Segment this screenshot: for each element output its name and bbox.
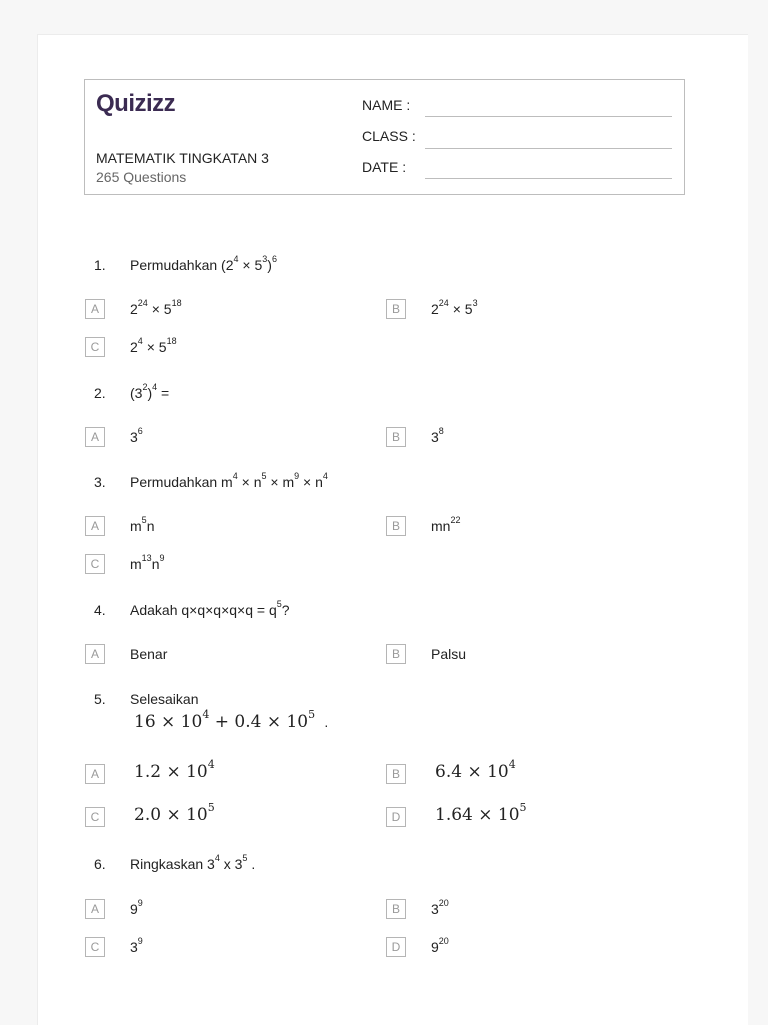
question-4-text: Adakah $q\times q\times q\times q\times q = q^5$?	[130, 599, 290, 618]
class-label: CLASS	[362, 128, 408, 144]
option-box-6d[interactable]: D	[386, 937, 406, 957]
question-4-text-main: Adakah q×q×q×q×q = q	[130, 602, 277, 618]
question-3-number: 3.	[94, 474, 106, 490]
option-box-1a[interactable]: A	[85, 299, 105, 319]
quizizz-logo: Quizizz	[96, 90, 176, 117]
option-text-6d: $9^{20}$	[431, 936, 449, 955]
date-sep: :	[402, 159, 407, 175]
date-line[interactable]	[425, 178, 672, 179]
option-text-5b: $6.4 \times 10^4$	[435, 758, 516, 782]
option-text-2b: $3^8$	[431, 426, 444, 445]
question-6-text-pre: Ringkaskan 3	[130, 856, 215, 872]
option-box-3c[interactable]: C	[85, 554, 105, 574]
option-text-4b: Palsu	[431, 646, 467, 662]
option-text-2a: $3^6$	[130, 426, 143, 445]
option-box-2a[interactable]: A	[85, 427, 105, 447]
quiz-title: MATEMATIK TINGKATAN 3	[96, 150, 269, 166]
date-field	[362, 159, 424, 175]
option-box-1c[interactable]: C	[85, 337, 105, 357]
option-box-6c[interactable]: C	[85, 937, 105, 957]
name-field	[362, 97, 424, 113]
option-text-6b: $3^{20}$	[431, 898, 449, 917]
option-text-5a: $1.2 \times 10^4$	[134, 758, 215, 782]
option-text-1b: $2^{24} \times 5^3$	[431, 298, 478, 317]
option-box-1b[interactable]: B	[386, 299, 406, 319]
option-box-6b[interactable]: B	[386, 899, 406, 919]
question-4-text-post: ?	[281, 602, 290, 618]
option-text-5c: $2.0 \times 10^5$	[134, 801, 215, 825]
option-box-5d[interactable]: D	[386, 807, 406, 827]
option-box-3b[interactable]: B	[386, 516, 406, 536]
option-text-3a: $m^5n$	[130, 515, 155, 534]
worksheet-header	[84, 79, 685, 195]
question-5-number: 5.	[94, 691, 106, 707]
question-count: 265 Questions	[96, 169, 187, 185]
class-field	[362, 128, 424, 144]
question-5-expression: $16 \times 10^4 + 0.4 \times 10^5$ .	[134, 708, 329, 732]
question-2-number: 2.	[94, 385, 106, 401]
option-text-5d: $1.64 \times 10^5$	[435, 801, 527, 825]
option-box-4b[interactable]: B	[386, 644, 406, 664]
question-5-text: Selesaikan	[130, 691, 199, 707]
class-sep: :	[411, 128, 416, 144]
question-1-text-pre: Permudahkan (2	[130, 257, 234, 273]
option-text-3b: $mn^{22}$	[431, 515, 461, 534]
class-line[interactable]	[425, 148, 672, 149]
option-text-6a: $9^9$	[130, 898, 143, 917]
option-text-1a: $2^{24} \times 5^{18}$	[130, 298, 182, 317]
option-text-3c: $m^{13}n^9$	[130, 553, 165, 572]
option-box-5b[interactable]: B	[386, 764, 406, 784]
question-2-text: $(3^2)^4$ =	[130, 382, 170, 401]
question-1-text: Permudahkan $(2^4 \times 5^3)^6$	[130, 254, 277, 273]
option-box-6a[interactable]: A	[85, 899, 105, 919]
option-text-6c: $3^9$	[130, 936, 143, 955]
question-3-text-pre: Permudahkan m	[130, 474, 233, 490]
name-label: NAME	[362, 97, 403, 113]
question-4-number: 4.	[94, 602, 106, 618]
option-text-4a: Benar	[130, 646, 168, 662]
name-sep: :	[406, 97, 411, 113]
question-1-number: 1.	[94, 257, 106, 273]
question-6-number: 6.	[94, 856, 106, 872]
option-box-4a[interactable]: A	[85, 644, 105, 664]
option-text-1c: $2^4 \times 5^{18}$	[130, 336, 177, 355]
option-box-5c[interactable]: C	[85, 807, 105, 827]
question-6-text: Ringkaskan $3^4$ x $3^5$ .	[130, 853, 256, 872]
date-label: DATE	[362, 159, 399, 175]
name-line[interactable]	[425, 116, 672, 117]
option-box-2b[interactable]: B	[386, 427, 406, 447]
option-box-5a[interactable]: A	[85, 764, 105, 784]
option-box-3a[interactable]: A	[85, 516, 105, 536]
question-3-text: Permudahkan $m^4 \times n^5 \times m^9 \times n^4$	[130, 471, 328, 490]
